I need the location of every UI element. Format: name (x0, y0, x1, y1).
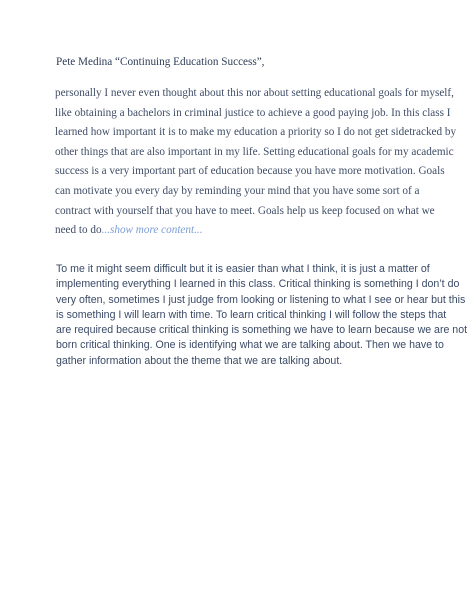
paragraph-1-line: can motivate you every day by reminding your mind that you have some sort of a (55, 184, 420, 197)
paragraph-2-line: very often, sometimes I just judge from looking or listening to what I see or hear but this (56, 293, 466, 306)
paragraph-2-line: To me it might seem difficult but it is easier than what I think, it is just a matter of (56, 263, 430, 275)
paragraph-1-line: learned how important it is to make my education a priority so I do not get sidetracked by (55, 126, 457, 139)
paragraph-2-line: is something I will learn with time. To learn critical thinking I will follow the steps that (56, 308, 447, 321)
paragraph-1-line: contract with yourself that you have to meet. Goals help us keep focused on what we (55, 204, 435, 217)
paragraph-1-line: success is a very important part of education because you have more motivation. Goals (55, 165, 445, 178)
paragraph-2-line: implementing everything I learned in this class. Critical thinking is something I don’t do (56, 278, 460, 291)
paragraph-2-line: are required because critical thinking is something we have to learn because we are not (56, 324, 468, 337)
paragraph-1-last-line (55, 221, 427, 241)
paragraph-1-line: other things that are also important in my life. Setting educational goals for my academic (55, 145, 454, 158)
paragraph-1-line: need to do (55, 224, 102, 237)
paragraph-2-line: gather information about the theme that we are talking about. (56, 354, 343, 367)
paragraph-2 (56, 262, 468, 369)
paragraph-1-line: like obtaining a bachelors in criminal justice to achieve a good paying job. In this class I (55, 106, 451, 119)
paragraph-2-line: born critical thinking. One is identifying what we are talking about. Then we have to (56, 339, 444, 352)
paragraph-1 (55, 84, 457, 241)
document-header: Pete Medina “Continuing Education Success”, (56, 56, 265, 68)
paragraph-1-line: personally I never even thought about this nor about setting educational goals for myself, (55, 87, 454, 99)
show-more-link[interactable]: ...show more content... (101, 224, 203, 237)
